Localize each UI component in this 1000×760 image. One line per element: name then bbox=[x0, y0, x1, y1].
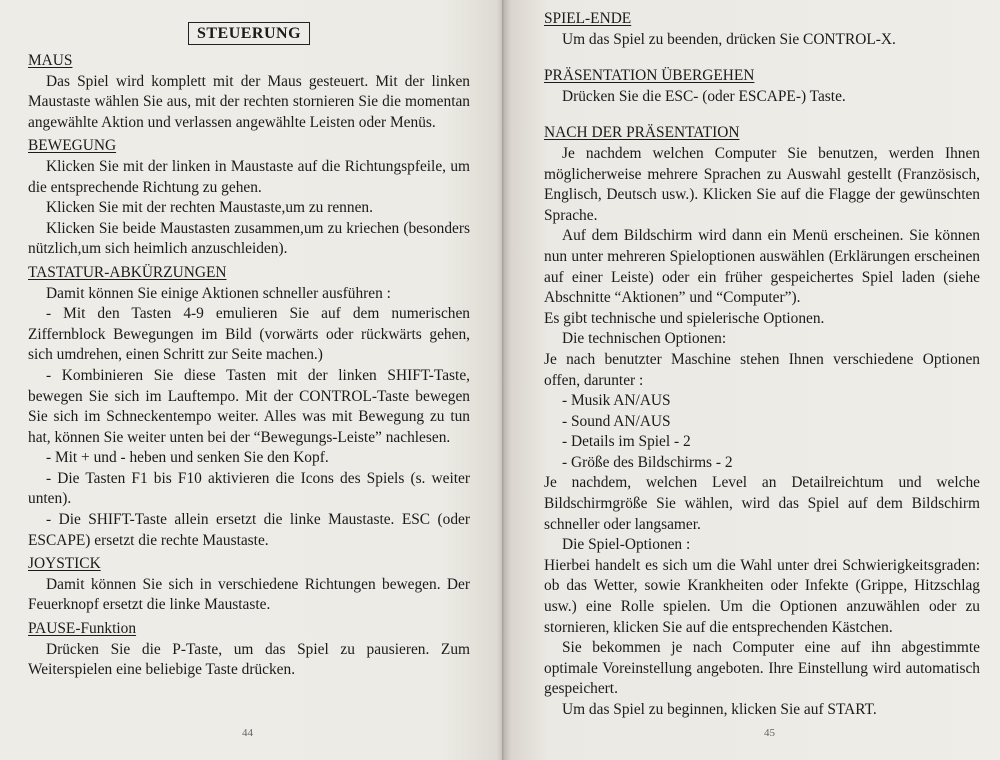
paragraph: Klicken Sie beide Maustasten zusammen,um zu kriechen (besonders nützlich,um sich heimlich anzuschleiden). bbox=[28, 219, 470, 258]
paragraph: Um das Spiel zu beenden, drücken Sie CONTROL-X. bbox=[562, 30, 896, 48]
heading-nach-praesentation: NACH DER PRÄSENTATION bbox=[544, 124, 740, 142]
list-item: - Details im Spiel - 2 bbox=[562, 433, 691, 451]
page-title: STEUERUNG bbox=[188, 22, 310, 45]
right-page-content bbox=[544, 6, 980, 721]
list-item: - Sound AN/AUS bbox=[562, 412, 671, 430]
heading-praesentation: PRÄSENTATION ÜBERGEHEN bbox=[544, 67, 755, 85]
paragraph: Um das Spiel zu beginnen, klicken Sie auf START. bbox=[562, 701, 877, 718]
paragraph: - Die SHIFT-Taste allein ersetzt die linke Maustaste. ESC (oder ESCAPE) ersetzt die rechte Maustaste. bbox=[28, 511, 470, 549]
paragraph: Damit können Sie einige Aktionen schneller ausführen : bbox=[46, 284, 391, 302]
page-number: 44 bbox=[242, 727, 253, 739]
paragraph: Je nachdem, welchen Level an Detailreichtum und welche Bildschirmgröße Sie wählen, wird das Spiel auf dem Bildschirm schneller oder langsamer. bbox=[544, 474, 980, 533]
right-page bbox=[504, 0, 1000, 760]
paragraph: - Mit + und - heben und senken Sie den Kopf. bbox=[46, 449, 329, 467]
heading-bewegung: BEWEGUNG bbox=[28, 137, 117, 155]
paragraph: Die Spiel-Optionen : bbox=[562, 536, 691, 554]
heading-joystick: JOYSTICK bbox=[28, 555, 101, 573]
paragraph: Klicken Sie mit der linken in Maustaste auf die Richtungspfeile, um die entsprechende Richtung zu gehen. bbox=[28, 157, 470, 196]
paragraph: Sie bekommen je nach Computer eine auf ihn abgestimmte optimale Voreinstellung angeboten. Ihre Einstellung wird automatisch gespeichert. bbox=[544, 639, 980, 698]
paragraph: - Die Tasten F1 bis F10 aktivieren die Icons des Spiels (s. weiter unten). bbox=[28, 469, 470, 508]
list-item: - Musik AN/AUS bbox=[562, 392, 671, 410]
paragraph: Je nachdem welchen Computer Sie benutzen, werden Ihnen möglicherweise mehrere Sprachen zu Auswahl gestellt (Französisch, Englisch, Deutsch usw.). Klicken Sie auf die Flagge der gewünschten Sprache. bbox=[544, 144, 980, 224]
page-number: 45 bbox=[764, 727, 775, 739]
paragraph: - Mit den Tasten 4-9 emulieren Sie auf dem numerischen Ziffernblock Bewegungen im Bild (vorwärts oder rückwärts gehen, sich umdrehen, einen Schritt zur Seite machen.) bbox=[28, 305, 470, 364]
paragraph: Klicken Sie mit der rechten Maustaste,um zu rennen. bbox=[46, 199, 373, 217]
paragraph: Je nach benutzter Maschine stehen Ihnen verschiedene Optionen offen, darunter : bbox=[544, 350, 980, 389]
heading-pause: PAUSE-Funktion bbox=[28, 620, 137, 638]
paragraph: Es gibt technische und spielerische Optionen. bbox=[544, 309, 825, 327]
paragraph: Auf dem Bildschirm wird dann ein Menü erscheinen. Sie können nun unter mehreren Spieloptionen auswählen (Erklärungen erscheinen auf einer Leiste) oder ein früher gespeichertes Spiel laden (siehe Abschnitte “Aktionen” und “Computer”). bbox=[544, 227, 980, 307]
left-page-content bbox=[28, 22, 470, 681]
paragraph: Die technischen Optionen: bbox=[562, 330, 727, 348]
book-gutter bbox=[497, 0, 511, 760]
paragraph: Das Spiel wird komplett mit der Maus gesteuert. Mit der linken Maustaste wählen Sie aus, mit der rechten stornieren Sie die momentan angewählte Aktion und verlassen angewählte Leisten oder Menüs. bbox=[28, 72, 470, 131]
paragraph: Hierbei handelt es sich um die Wahl unter drei Schwierigkeitsgraden: ob das Wetter, sowie Krankheiten oder Infekte (Grippe, Hitzschlag usw.) eine Rolle spielen. Um die Optionen anzuwählen oder zu stornieren, klicken Sie auf die entsprechenden Kästchen. bbox=[544, 556, 980, 636]
heading-maus: MAUS bbox=[28, 52, 73, 69]
list-item: - Größe des Bildschirms - 2 bbox=[562, 453, 733, 471]
heading-spiel-ende: SPIEL-ENDE bbox=[544, 10, 632, 27]
paragraph: Drücken Sie die P-Taste, um das Spiel zu pausieren. Zum Weiterspielen eine beliebige Taste drücken. bbox=[28, 640, 470, 679]
heading-tastatur: TASTATUR-ABKÜRZUNGEN bbox=[28, 263, 227, 281]
paragraph: - Kombinieren Sie diese Tasten mit der linken SHIFT-Taste, bewegen Sie sich im Lauftempo. Mit der CONTROL-Taste bewegen Sie sich im Schneckentempo weiter. Alles was mit Bewegung zu tun hat, können Sie weiter unten bei der “Bewegungs-Leiste” nachlesen. bbox=[28, 366, 470, 446]
paragraph: Drücken Sie die ESC- (oder ESCAPE-) Taste. bbox=[562, 87, 846, 105]
paragraph: Damit können Sie sich in verschiedene Richtungen bewegen. Der Feuerknopf ersetzt die linke Maustaste. bbox=[28, 575, 470, 614]
